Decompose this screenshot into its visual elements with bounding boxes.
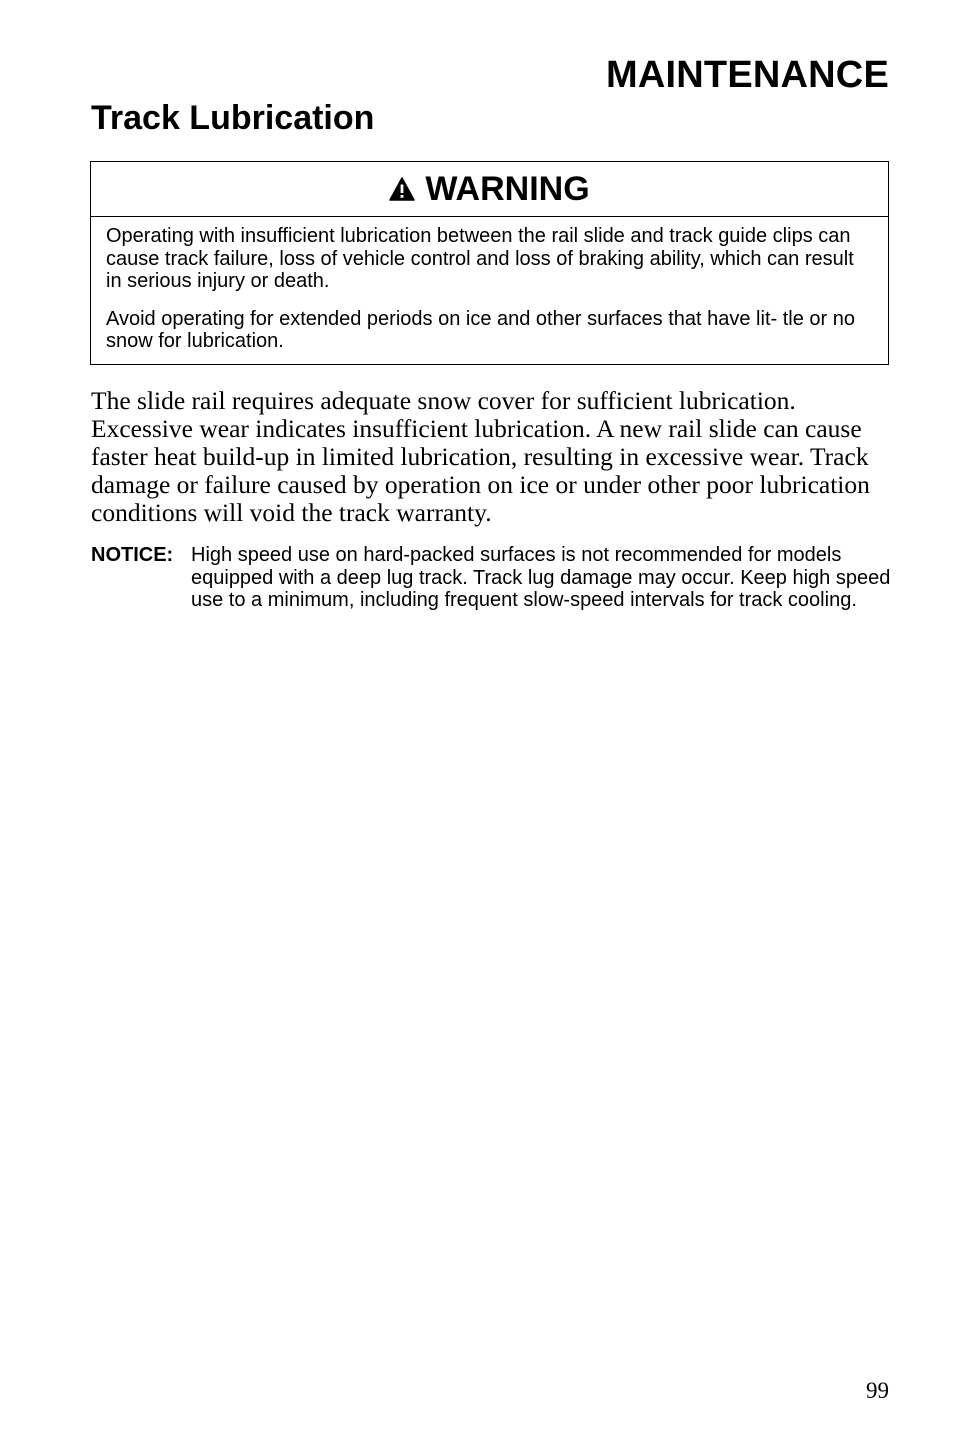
- notice: [91, 544, 891, 612]
- warning-body: [91, 217, 888, 364]
- notice-label: NOTICE:: [91, 544, 174, 566]
- warning-triangle-icon: [389, 177, 415, 201]
- warning-paragraph-1: Operating with insufficient lubrication between the rail slide and track guide clips can cause track failure, loss of vehicle control and loss of braking ability, which can result in serious injury or death.: [106, 225, 854, 292]
- page-number: 99: [866, 1378, 889, 1403]
- notice-text: High speed use on hard-packed surfaces is not recommended for models equipped with a deep lug track. Track lug damage may occur. Keep high speed use to a minimum, including frequent slow-speed intervals for track cooling.: [191, 544, 891, 611]
- page-heading: Track Lubrication: [91, 99, 375, 137]
- section-title: MAINTENANCE: [606, 54, 889, 96]
- warning-title: WARNING: [425, 170, 590, 208]
- warning-box: [90, 161, 889, 365]
- body-paragraph: The slide rail requires adequate snow cover for sufficient lubrication. Excessive wear indicates insufficient lubrication. A new rail slide can cause faster heat build-up in limited lubrication, resulting in excessive wear. Track damage or failure caused by operation on ice or under other poor lubrication conditions will void the track warranty.: [91, 386, 870, 527]
- warning-paragraph-2: Avoid operating for extended periods on ice and other surfaces that have lit- tle or no snow for lubrication.: [106, 307, 855, 352]
- warning-header: [91, 162, 888, 217]
